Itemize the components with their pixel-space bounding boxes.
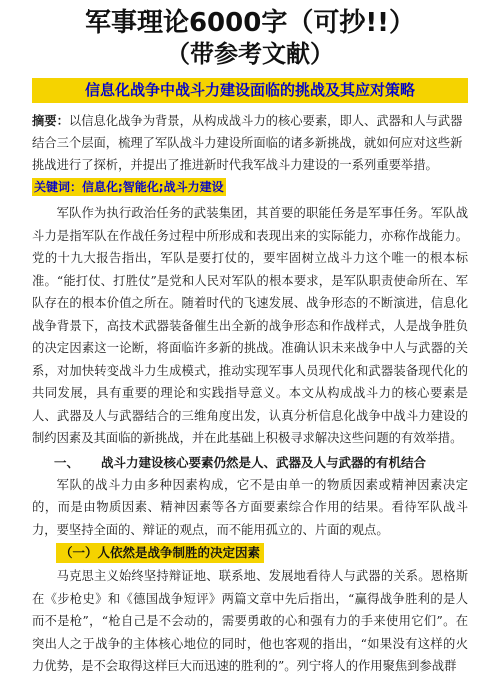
subsection1-paragraph: 马克思主义始终坚持辩证地、联系地、发展地看待人与武器的关系。恩格斯在《步枪史》和《德国战争短评》两篇文章中先后指出，“赢得战争胜利的是人而不是枪”，“枪自己是不会动的，需要勇敢的心和强有力的手来使用它们”。在突出人之于战争的主体核心地位的同时，他也客观的指出，“如果没有这样的火力优势，是不会取得这样巨大而迅速的胜利的”。列宁将人的作用聚焦到参战群 [32, 569, 468, 673]
section1-paragraph: 军队的战斗力由多种因素构成，它不是由单一的物质因素或精神因素决定的，而是由物质因素、精神因素等各方面要素综合作用的结果。看待军队战斗力，要坚持全面的、辩证的观点，而不能用孤立的、片面的观点。 [32, 477, 468, 537]
keywords-line: 关键词：信息化;智能化;战斗力建设 [34, 180, 224, 194]
article-title-banner: 信息化战争中战斗力建设面临的挑战及其应对策略 [32, 78, 468, 103]
document-title: 军事理论6000字（可抄!!） [84, 8, 416, 38]
abstract-paragraph [32, 110, 468, 176]
section-heading-1 [32, 452, 468, 474]
subsection-heading-1: （一）人依然是战争制胜的决定因素 [56, 543, 264, 563]
section-number: 一、 [54, 454, 80, 470]
section-title: 战斗力建设核心要素仍然是人、武器及人与武器的有机结合 [101, 454, 427, 470]
abstract-label: 摘要： [32, 114, 69, 128]
intro-paragraph: 军队作为执行政治任务的武装集团，其首要的职能任务是军事任务。军队战斗力是指军队在作战任务过程中所形成和表现出来的实际能力，亦称作战能力。党的十九大报告指出，军队是要打仗的，要牢固树立战斗力这个唯一的根本标准。“能打仗、打胜仗”是党和人民对军队的根本要求，是军队职责使命所在、军队存在的根本价值之所在。随着时代的飞速发展、战争形态的不断演进，信息化战争背景下，高技术武器装备催生出全新的战争形态和作战样式，人是战争胜负的决定因素这一论断，将面临许多新的挑战。准确认识未来战争中人与武器的关系，对加快转变战斗力生成模式，推动实现军事人员现代化和武器装备现代化的共同发展，具有重要的理论和实践指导意义。本文从构成战斗力的核心要素是人、武器及人与武器结合的三维角度出发，认真分析信息化战争中战斗力建设的制约因素及其面临的新挑战，并在此基础上积极寻求解决这些问题的有效举措。 [32, 206, 468, 445]
abstract-text: 以信息化战争为背景，从构成战斗力的核心要素，即人、武器和人与武器结合三个层面，梳理了军队战斗力建设所面临的诸多新挑战，就如何应对这些新挑战进行了探析，并提出了推进新时代我军战斗力建设的一系列重要举措。 [32, 114, 463, 172]
document-subtitle: （带参考文献） [166, 40, 334, 68]
document-page [0, 8, 500, 673]
